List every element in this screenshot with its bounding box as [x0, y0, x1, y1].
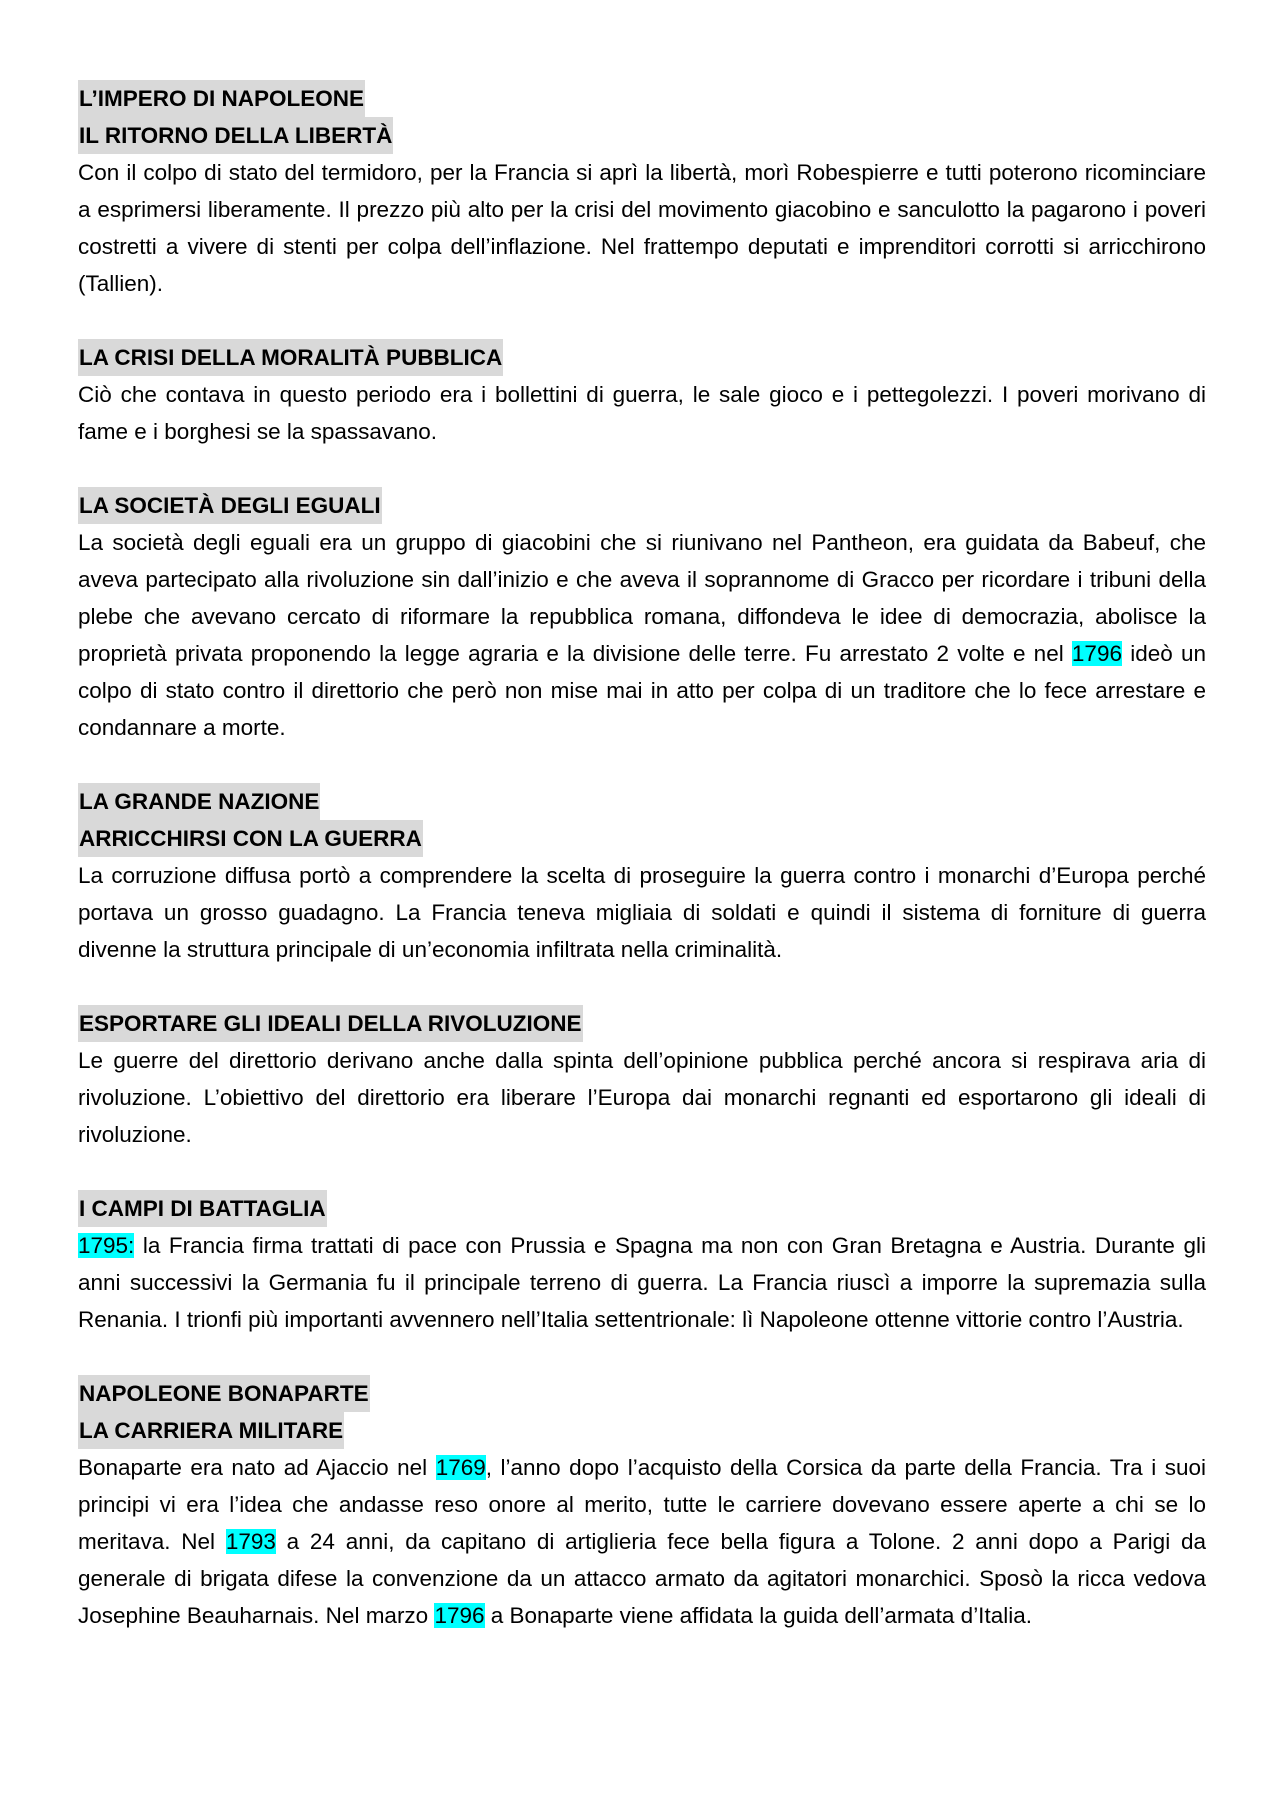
heading-carriera-militare: LA CARRIERA MILITARE — [78, 1412, 344, 1449]
heading-crisi-moralita: LA CRISI DELLA MORALITÀ PUBBLICA — [78, 339, 503, 376]
heading-arricchirsi-guerra: ARRICCHIRSI CON LA GUERRA — [78, 820, 423, 857]
heading-societa-eguali: LA SOCIETÀ DEGLI EGUALI — [78, 487, 382, 524]
heading-impero-di-napoleone: L’IMPERO DI NAPOLEONE — [78, 80, 365, 117]
text-run: , l’anno dopo l’acquisto della Corsica da parte della Francia. Tra i suoi principi vi era l’idea che andasse reso onore al merito, tutte le carriere dovevano essere aperte a chi se lo meritava. Nel — [78, 1455, 1207, 1554]
text-run: la Francia firma trattati di pace con Prussia e Spagna ma non con Gran Bretagna e Austria. Durante gli anni successivi la Germania fu il principale terreno di guerra. La Francia riuscì a imporre la supremazia sulla Renania. I trionfi più importanti avvennero nell’Italia settentrionale: lì Napoleone ottenne vittorie contro l’Austria. — [78, 1233, 1206, 1332]
paragraph-campi-battaglia — [78, 1227, 1206, 1338]
paragraph-ritorno-liberta: Con il colpo di stato del termidoro, per la Francia si aprì la libertà, morì Robespierre e tutti poterono ricominciare a esprimersi liberamente. Il prezzo più alto per la crisi del movimento giacobino e sanculotto la pagarono i poveri costretti a vivere di stenti per colpa dell’inflazione. Nel frattempo deputati e imprenditori corrotti si arricchirono (Tallien). — [78, 160, 1206, 296]
highlighted-year: 1793 — [225, 1529, 276, 1554]
section-napoleone-bonaparte — [78, 1375, 1206, 1634]
section-grande-nazione — [78, 783, 1206, 968]
section-impero — [78, 80, 1206, 302]
text-run: Bonaparte era nato ad Ajaccio nel — [78, 1455, 436, 1480]
text-run: ideò un colpo di stato contro il direttorio che però non mise mai in atto per colpa di un traditore che lo fece arrestare e condannare a morte. — [78, 641, 1206, 740]
text-run: La società degli eguali era un gruppo di giacobini che si riunivano nel Pantheon, era guidata da Babeuf, che aveva partecipato alla rivoluzione sin dall’inizio e che aveva il soprannome di Gracco per ricordare i tribuni della plebe che avevano cercato di riformare la repubblica romana, diffondeva le idee di democrazia, abolisce la proprietà privata proponendo la legge agraria e la divisione delle terre. Fu arrestato 2 volte e nel — [78, 530, 1206, 666]
paragraph-societa-eguali — [78, 524, 1206, 746]
paragraph-arricchirsi: La corruzione diffusa portò a comprendere la scelta di proseguire la guerra contro i monarchi d’Europa perché portava un grosso guadagno. La Francia teneva migliaia di soldati e quindi il sistema di forniture di guerra divenne la struttura principale di un’economia infiltrata nella criminalità. — [78, 863, 1206, 962]
text-run: a 24 anni, da capitano di artiglieria fece bella figura a Tolone. 2 anni dopo a Parigi da generale di brigata difese la convenzione da un attacco armato da agitatori monarchici. Sposò la ricca vedova Josephine Beauharnais. Nel marzo — [78, 1529, 1206, 1628]
section-crisi-moralita — [78, 339, 1206, 450]
highlighted-year: 1769 — [435, 1455, 486, 1480]
section-esportare-ideali — [78, 1005, 1206, 1153]
heading-esportare-ideali: ESPORTARE GLI IDEALI DELLA RIVOLUZIONE — [78, 1005, 583, 1042]
highlighted-year: 1796 — [434, 1603, 485, 1628]
heading-ritorno-della-liberta: IL RITORNO DELLA LIBERTÀ — [78, 117, 393, 154]
paragraph-esportare-ideali: Le guerre del direttorio derivano anche dalla spinta dell’opinione pubblica perché ancora si respirava aria di rivoluzione. L’obiettivo del direttorio era liberare l’Europa dai monarchi regnanti ed esportarono gli ideali di rivoluzione. — [78, 1048, 1206, 1147]
highlighted-year: 1795: — [78, 1233, 135, 1258]
paragraph-crisi-moralita: Ciò che contava in questo periodo era i bollettini di guerra, le sale gioco e i pettegolezzi. I poveri morivano di fame e i borghesi se la spassavano. — [78, 382, 1206, 444]
section-societa-eguali — [78, 487, 1206, 746]
text-run: a Bonaparte viene affidata la guida dell’armata d’Italia. — [484, 1603, 1032, 1628]
heading-napoleone-bonaparte: NAPOLEONE BONAPARTE — [78, 1375, 370, 1412]
paragraph-carriera-militare — [78, 1449, 1206, 1634]
document-page — [78, 80, 1206, 1671]
section-campi-battaglia — [78, 1190, 1206, 1338]
heading-campi-battaglia: I CAMPI DI BATTAGLIA — [78, 1190, 327, 1227]
heading-grande-nazione: LA GRANDE NAZIONE — [78, 783, 320, 820]
highlighted-year: 1796 — [1071, 641, 1122, 666]
